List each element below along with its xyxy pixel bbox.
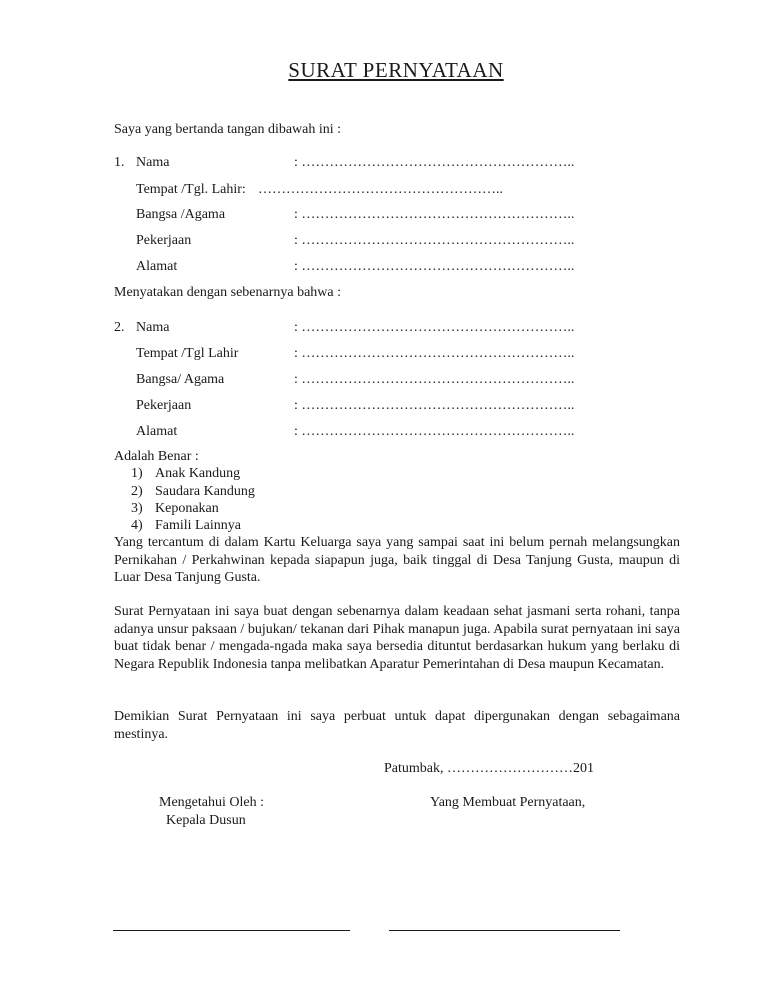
- field-label-alamat: Alamat: [136, 424, 178, 439]
- acknowledged-by-label: Mengetahui Oleh :: [159, 795, 264, 810]
- field-label-bangsa-agama: Bangsa/ Agama: [136, 372, 225, 387]
- right-signature-line: [389, 930, 620, 931]
- person-2-number: 2.: [114, 320, 125, 335]
- field-value-tempat-tgl-lahir: ……………………………………………..: [258, 182, 503, 197]
- field-value-bangsa-agama: : …………………………………………………..: [294, 207, 575, 222]
- field-label-tempat-tgl-lahir: Tempat /Tgl Lahir: [136, 346, 239, 361]
- field-value-alamat: : …………………………………………………..: [294, 424, 575, 439]
- field-value-nama: : …………………………………………………..: [294, 155, 575, 170]
- paragraph-statement: Surat Pernyataan ini saya buat dengan sebenarnya dalam keadaan sehat jasmani serta rohani, tanpa adanya unsur paksaan / bujukan/ tekanan dari Pihak manapun juga. Apabila surat pernyataan ini saya buat tidak benar / mengada-ngada maka saya bersedia dituntut berdasarkan hukum yang berlaku di Negara Republik Indonesia tanpa melibatkan Aparatur Pemerintahan di Desa maupun Kecamatan.: [114, 604, 680, 672]
- field-value-nama: : …………………………………………………..: [294, 320, 575, 335]
- field-label-nama: Nama: [136, 320, 170, 335]
- relationship-number: 2): [131, 484, 143, 499]
- field-value-bangsa-agama: : …………………………………………………..: [294, 372, 575, 387]
- relationship-option: Anak Kandung: [155, 466, 241, 481]
- relationship-option: Saudara Kandung: [155, 484, 255, 499]
- person-1-number: 1.: [114, 155, 125, 170]
- relationship-heading: Adalah Benar :: [114, 449, 199, 464]
- field-value-tempat-tgl-lahir: : …………………………………………………..: [294, 346, 575, 361]
- relationship-number: 4): [131, 518, 143, 533]
- intro-text: Saya yang bertanda tangan dibawah ini :: [114, 122, 342, 137]
- field-label-pekerjaan: Pekerjaan: [136, 233, 192, 248]
- field-label-tempat-tgl-lahir: Tempat /Tgl. Lahir:: [136, 182, 246, 197]
- declarant-label: Yang Membuat Pernyataan,: [430, 795, 586, 810]
- declaration-text: Menyatakan dengan sebenarnya bahwa :: [114, 285, 342, 300]
- relationship-number: 3): [131, 501, 143, 516]
- field-label-nama: Nama: [136, 155, 170, 170]
- paragraph-family-card: Yang tercantum di dalam Kartu Keluarga saya yang sampai saat ini belum pernah melangsungkan Pernikahan / Perkahwinan kepada siapapun juga, baik tinggal di Desa Tanjung Gusta, maupun di Luar Desa Tanjung Gusta.: [114, 535, 680, 585]
- place-date: Patumbak, ………………………201: [384, 761, 594, 776]
- field-value-alamat: : …………………………………………………..: [294, 259, 575, 274]
- relationship-number: 1): [131, 466, 143, 481]
- document-title: SURAT PERNYATAAN: [288, 58, 504, 82]
- field-label-alamat: Alamat: [136, 259, 178, 274]
- paragraph-closing: Demikian Surat Pernyataan ini saya perbuat untuk dapat dipergunakan dengan sebagaimana mestinya.: [114, 709, 680, 742]
- relationship-option: Famili Lainnya: [155, 518, 241, 533]
- field-label-bangsa-agama: Bangsa /Agama: [136, 207, 226, 222]
- field-value-pekerjaan: : …………………………………………………..: [294, 398, 575, 413]
- field-label-pekerjaan: Pekerjaan: [136, 398, 192, 413]
- village-head-label: Kepala Dusun: [166, 813, 246, 828]
- relationship-option: Keponakan: [155, 501, 219, 516]
- left-signature-line: [113, 930, 350, 931]
- field-value-pekerjaan: : …………………………………………………..: [294, 233, 575, 248]
